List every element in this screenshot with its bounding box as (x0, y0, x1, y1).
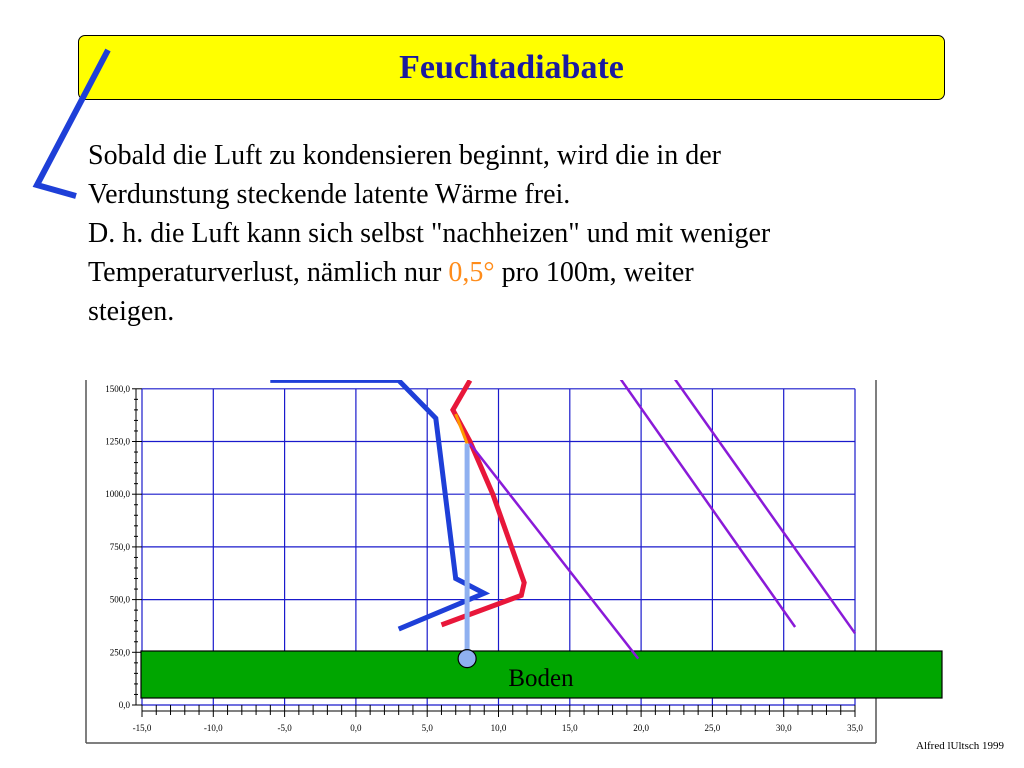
x-tick-label: -5,0 (277, 723, 292, 733)
air-parcel-point (458, 650, 476, 668)
x-tick-label: 30,0 (775, 723, 792, 733)
x-tick-label: -15,0 (132, 723, 152, 733)
y-tick-label: 1500,0 (105, 383, 130, 394)
author-credit: Alfred lUltsch 1999 (916, 740, 1004, 752)
text-line: D. h. die Luft kann sich selbst "nachheizen" und mit weniger (88, 218, 771, 249)
series-group (270, 368, 855, 659)
highlight-value: 0,5° (448, 257, 495, 288)
y-tick-label: 1250,0 (105, 436, 130, 447)
x-tick-label: 20,0 (633, 723, 649, 733)
y-tick-label: 500,0 (109, 594, 130, 605)
ground-label: Boden (508, 665, 574, 692)
text-fragment: Temperaturverlust, nämlich nur (88, 257, 449, 288)
y-tick-label: 1000,0 (105, 489, 130, 500)
x-tick-label: -10,0 (203, 723, 223, 733)
series-line-purple3 (667, 368, 855, 634)
text-line: Sobald die Luft zu kondensieren beginnt, wird die in der (88, 140, 721, 171)
series-line-purple2 (613, 368, 796, 627)
slide-title: Feuchtadiabate (399, 48, 624, 86)
series-line-red (442, 380, 525, 625)
series-line-purple1 (470, 444, 638, 659)
text-fragment: pro 100m, weiter (494, 257, 694, 288)
text-line: Verdunstung steckende latente Wärme frei. (88, 179, 571, 210)
x-tick-label: 15,0 (561, 723, 578, 733)
text-line: steigen. (88, 296, 175, 327)
x-tick-label: 35,0 (847, 723, 863, 733)
series-line-blue (270, 380, 484, 629)
y-tick-label: 0,0 (118, 700, 130, 710)
y-tick-label: 750,0 (109, 541, 130, 552)
y-tick-label: 250,0 (109, 647, 130, 658)
x-tick-label: 0,0 (350, 723, 362, 733)
x-tick-label: 10,0 (490, 723, 507, 733)
x-tick-label: 25,0 (704, 723, 721, 733)
x-tick-label: 5,0 (421, 723, 433, 733)
